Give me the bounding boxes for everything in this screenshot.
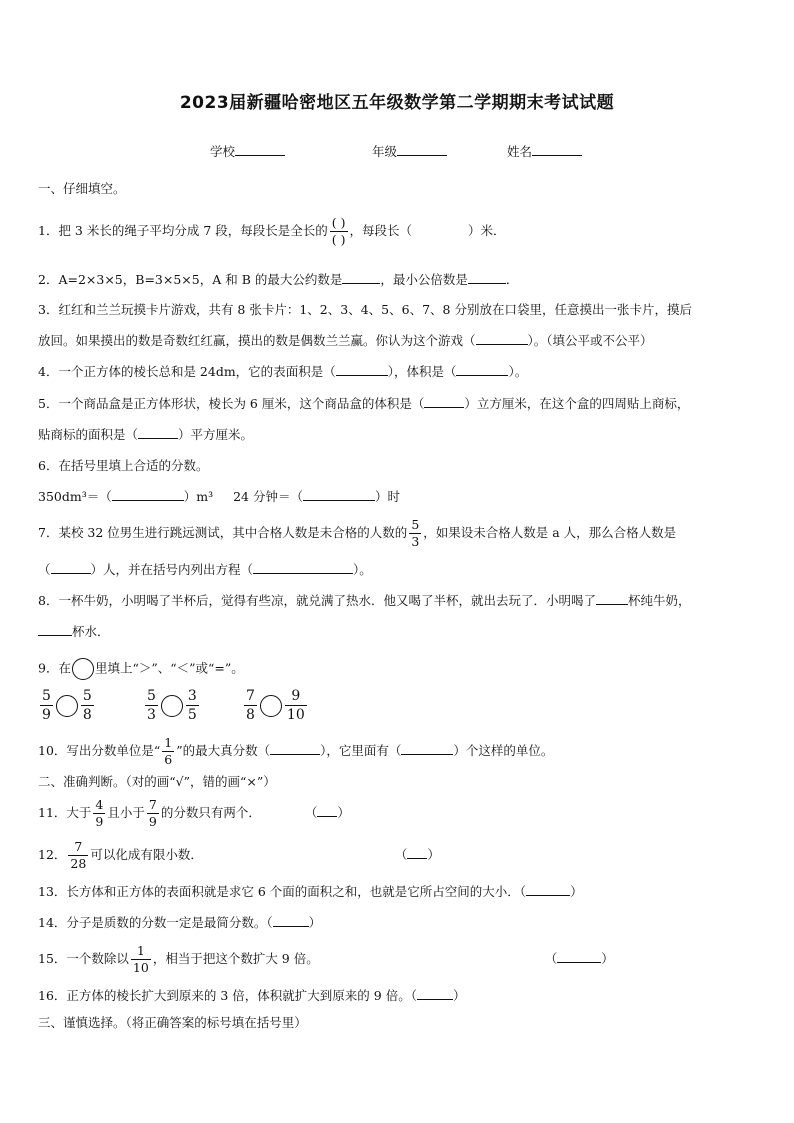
question-1: 1．把 3 米长的绳子平均分成 7 段，每段长是全长的 $\frac{( )}{( )}$ ，每段长（ ）米． — [38, 214, 506, 247]
question-2: 2．A=2×3×5，B=3×5×5，A 和 B 的最大公约数是 ，最小公倍数是 ． — [38, 272, 519, 287]
question-7-line-1: 7．某校 32 位男生进行跳远测试，其中合格人数是未合格的人数的 $\frac{5}{3}$ ，如果设未合格人数是 a 人，那么合格人数是 — [38, 516, 677, 549]
grade-field — [372, 142, 447, 160]
name-label: 姓名 — [507, 144, 533, 159]
question-5-line-2: 贴商标的面积是（ ）平方厘米。 — [38, 427, 254, 442]
q2-gcd-blank[interactable] — [342, 283, 380, 284]
question-7-line-2: （ ）人，并在括号内列出方程（ ）。 — [38, 562, 372, 577]
q6-time-blank[interactable] — [303, 500, 375, 501]
q7-equation-blank[interactable] — [253, 573, 353, 574]
q7-fraction: $\frac{5}{3}$ — [411, 516, 420, 549]
q3-fair-blank[interactable] — [476, 344, 528, 345]
question-12: 12． $\frac{7}{28}$ 可以化成有限小数． （ ） — [38, 838, 440, 871]
q16-answer-blank[interactable] — [417, 999, 453, 1000]
question-3-line-2: 放回。如果摸出的数是奇数红红赢，摸出的数是偶数兰兰赢。你认为这个游戏（ ）。（填公平或不公平） — [38, 333, 653, 348]
comparison-3: $\frac{7}{8}$ $\frac{9}{10}$ — [246, 688, 305, 723]
q5-label-area-blank[interactable] — [138, 438, 178, 439]
question-8-line-1: 8．一杯牛奶，小明喝了半杯后，觉得有些凉，就兑满了热水．他又喝了半杯，就出去玩了．小明喝了 杯纯牛奶， — [38, 593, 691, 608]
compare-circle-3[interactable] — [260, 695, 282, 717]
q7-qualified-blank[interactable] — [51, 573, 91, 574]
q15-answer-blank[interactable] — [557, 962, 601, 963]
q12-answer-blank[interactable] — [407, 858, 427, 859]
section-3-heading: 三、谨慎选择。（将正确答案的标号填在括号里） — [38, 1015, 307, 1030]
q2-lcm-blank[interactable] — [468, 283, 506, 284]
q4-volume-blank[interactable] — [456, 375, 508, 376]
comparison-1: $\frac{5}{9}$ $\frac{5}{8}$ — [42, 688, 92, 723]
section-1-heading: 一、仔细填空。 — [38, 181, 126, 196]
question-11: 11．大于 $\frac{4}{9}$ 且小于 $\frac{7}{9}$ 的分数只有两个． （ ） — [38, 796, 350, 829]
question-3-line-1: 3．红红和兰兰玩摸卡片游戏，共有 8 张卡片：1、2、3、4、5、6、7、8 分别放在口袋里，任意摸出一张卡片，摸后 — [38, 302, 692, 317]
q8-water-blank[interactable] — [38, 635, 72, 636]
question-9: 9．在 里填上“＞”、“＜”或“=”。 — [38, 658, 244, 680]
compare-circle-1[interactable] — [56, 695, 78, 717]
q10-fraction-blank[interactable] — [270, 754, 320, 755]
question-15: 15．一个数除以 $\frac{1}{10}$ ，相当于把这个数扩大 9 倍。 （ ） — [38, 942, 614, 975]
school-label: 学校 — [210, 144, 236, 159]
q6-volume-blank[interactable] — [112, 500, 184, 501]
question-14: 14．分子是质数的分数一定是最简分数。（ ） — [38, 915, 322, 930]
q4-area-blank[interactable] — [336, 375, 388, 376]
question-4: 4．一个正方体的棱长总和是 24dm，它的表面积是（ ），体积是（ ）。 — [38, 364, 528, 379]
circle-icon — [72, 658, 94, 680]
question-5-line-1: 5．一个商品盒是正方体形状，棱长为 6 厘米，这个商品盒的体积是（ ）立方厘米，在这个盒的四周贴上商标， — [38, 396, 690, 411]
comparison-2: $\frac{5}{3}$ $\frac{3}{5}$ — [147, 688, 197, 723]
compare-circle-2[interactable] — [161, 695, 183, 717]
question-6-items: 350dm³＝（ ）m³ 24 分钟＝（ ）时 — [38, 489, 401, 504]
section-2-heading: 二、准确判断。（对的画“√”，错的画“×”） — [38, 774, 276, 789]
question-13: 13．长方体和正方体的表面积就是求它 6 个面的面积之和，也就是它所占空间的大小．（ ） — [38, 884, 583, 899]
q5-volume-blank[interactable] — [424, 407, 464, 408]
q11-answer-blank[interactable] — [317, 816, 337, 817]
student-info-line — [0, 142, 794, 160]
school-field — [210, 142, 285, 160]
question-10: 10．写出分数单位是“ $\frac{1}{6}$ ”的最大真分数（ ），它里面有（ ）个这样的单位。 — [38, 734, 554, 767]
grade-label: 年级 — [372, 144, 398, 159]
name-blank[interactable] — [532, 155, 582, 156]
q10-count-blank[interactable] — [401, 754, 453, 755]
school-blank[interactable] — [235, 155, 285, 156]
question-6: 6．在括号里填上合适的分数。 — [38, 458, 209, 473]
q14-answer-blank[interactable] — [273, 926, 309, 927]
q8-milk-blank[interactable] — [596, 604, 628, 605]
question-16: 16．正方体的棱长扩大到原来的 3 倍，体积就扩大到原来的 9 倍。（ ） — [38, 988, 466, 1003]
grade-blank[interactable] — [397, 155, 447, 156]
q1-fraction[interactable]: $\frac{( )}{( )}$ — [331, 214, 346, 247]
question-8-line-2: 杯水． — [38, 623, 110, 641]
page-title: 2023届新疆哈密地区五年级数学第二学期期末考试试题 — [179, 93, 615, 113]
name-field — [507, 142, 582, 160]
q13-answer-blank[interactable] — [526, 895, 570, 896]
